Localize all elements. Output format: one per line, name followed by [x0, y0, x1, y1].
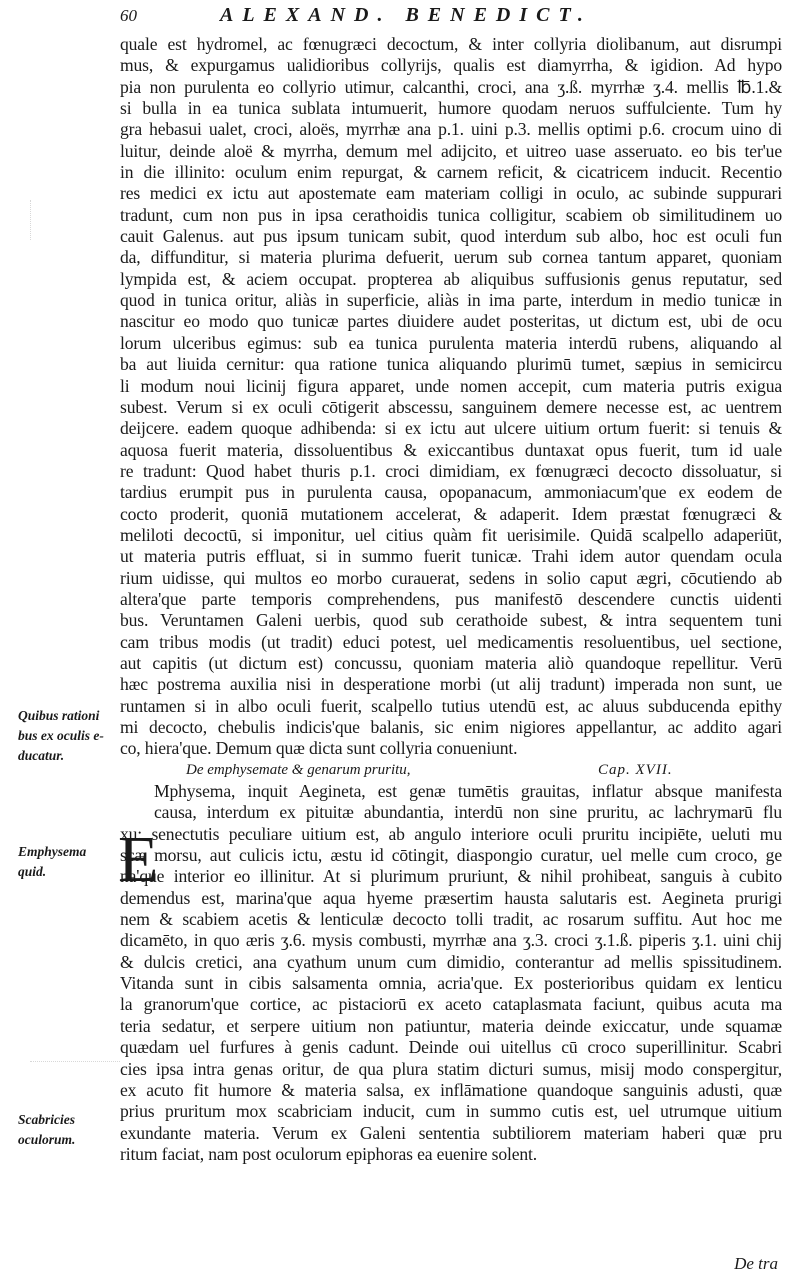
page-number: 60: [120, 6, 137, 25]
chapter-heading: [120, 760, 782, 781]
margin-note-line: bus ex oculis e-: [18, 728, 104, 743]
text-line: cies ipsa intra genas oritur, de qua plura statim dicturi sumus, misij modo conspergitur,: [120, 1058, 782, 1079]
text-line: cocto proderit, quoniā mutationem accelerat, & adaperit. Idem præstat fœnugræci &: [120, 503, 782, 524]
text-line: xu: senectutis peculiare uitium est, ab angulo interiore oculi pruritu incipiēte, ueluti mu: [120, 823, 782, 844]
running-head: [120, 2, 780, 32]
margin-note-line: Emphysema: [18, 844, 87, 859]
text-line: tradunt, cum non pus in ipsa cerathoidis tunica colligitur, scabiem ob similitudinem uo: [120, 204, 782, 225]
margin-note-line: ducatur.: [18, 748, 65, 763]
text-line: subest. Verum si ex oculi cōtigerit abscessu, sanguinem demere necesse est, ac uentrem: [120, 396, 782, 417]
chapter-number: Cap. XVII.: [598, 761, 673, 778]
drop-cap: E: [118, 823, 159, 896]
margin-note-line: Scabricies: [18, 1112, 75, 1127]
text-line: quædam uel furfures à genis cadunt. Deinde oui uitellus cū croco superillinitur. Scabri: [120, 1037, 782, 1058]
text-line: ex acuto fit humore & materia salsa, ex inflāmatione quandoque sanguinis adusti, quæ: [120, 1079, 782, 1100]
text-line: res medici ex ictu aut apostemate eam materiam colligi in oculo, ac subinde suppurari: [120, 183, 782, 204]
margin-note-line: quid.: [18, 864, 47, 879]
text-line: rium uidisse, qui multos eo morbo curauerat, sedens in solio caput ægri, cōcutiendo ab: [120, 567, 782, 588]
text-line: causa, interdum ex pituitæ abundantia, interdū non sine pruritu, ac lachrymarū flu: [154, 802, 782, 823]
running-title: ALEXAND. BENEDICT.: [220, 4, 592, 26]
text-line: cam tribus modis (ut tradit) educi potest, uel medicamentis resoluentibus, uel sectione,: [120, 631, 782, 652]
text-line: meliloti decoctū, si imponitur, uel citius quàm fit uerisimile. Quidā scalpello adaperiūt,: [120, 524, 782, 545]
catchword: De tra: [734, 1254, 778, 1273]
text-line: quod in tunica oritur, aliàs in superficie, aliàs in ima parte, interdum in medio tunicæ in: [120, 290, 782, 311]
margin-note-scabricies: [18, 1110, 118, 1150]
text-line: scæ morsu, aut culicis ictu, æstu id cōtingit, diaspongio curatur, uel melle cum croco, ge: [120, 845, 782, 866]
text-line: mus, & expurgamus ualidioribus collyrijs, qualis est diamyrrha, & igidion. Ad hypo: [120, 55, 782, 76]
text-line: cauit Galenus. aut pus ipsum tunicam subit, quod interdum sub albo, hoc est oculi fun: [120, 226, 782, 247]
margin-note-quibus: [18, 706, 118, 766]
text-line: ut materia putris effluat, si in summo fuerit tunicæ. Trahi idem autor quendam ocula: [120, 546, 782, 567]
text-line: ba aut liuida cernitur: qua ratione tunica aliquando plurimū tumet, sæpius in semicircu: [120, 354, 782, 375]
text-line: exundante materia. Verum ex Galeni sententia subtiliorem materiam haberi quæ pru: [120, 1122, 782, 1143]
text-line: hæc postrema auxilia nisi in desperatione morbi (ut alij tradunt) imperada non sunt, ue: [120, 674, 782, 695]
text-line: Vitanda sunt in cibis salsamenta omnia, acria'que. Ex posterioribus quidam ex lenticu: [120, 973, 782, 994]
chapter-title: De emphysemate & genarum pruritu,: [186, 761, 411, 778]
text-line: & dulcis cretici, ana cyathum unum cum dimidio, conterantur ad mellis spissitudinem.: [120, 951, 782, 972]
text-line: mi decocto, chebulis indicis'que balanis, sic enim nigiores appellantur, ac addito agari: [120, 717, 782, 737]
margin-note-line: Quibus rationi: [18, 708, 100, 723]
main-text-column: [120, 34, 782, 1165]
text-line: in die illinito: oculum enim repurgat, & carnem reficit, & cicatricem inducit. Recentio: [120, 162, 782, 183]
text-line: si bulla in ea tunica sublata intumuerit, humore quodam neruos suffulciente. Tum hy: [120, 98, 782, 119]
text-line: nascitur eo modo quo tunicæ partes diuidere audet posteritas, ut dictum est, ubi de ocu: [120, 311, 782, 332]
text-line: pia non purulenta eo collyrio utimur, calcanthi, croci, ana ʒ.ß. myrrhæ ʒ.4. mellis ℔.1.&: [120, 76, 782, 97]
text-line: aquosa fuerit materia, dissoluentibus & exiccantibus duntaxat opus fuerit, tum id uale: [120, 439, 782, 460]
margin-note-emphysema: [18, 842, 118, 882]
text-line: prius pruritum mox scabriciam inducit, cum in summo cutis est, uel utrumque uitium: [120, 1101, 782, 1122]
text-line: li modum noui licinij figura apparet, unde nomen accepit, cum materia putris exigua: [120, 375, 782, 396]
text-line: quale est hydromel, ac fœnugræci decoctum, & inter collyria diolibanum, aut disrumpi: [120, 34, 782, 54]
text-line: deijcere. eadem quoque adhibenda: si ex ictu aut ulcere uitium ortum fuerit: si tenuis &: [120, 418, 782, 439]
text-line: dicamēto, in quo æris ʒ.6. mysis combusti, myrrhæ ana ʒ.3. croci ʒ.1.ß. piperis ʒ.1. uini chij: [120, 930, 782, 951]
text-line: luitur, deinde aloë & myrrha, demum mel adijcito, et uitreo uase asseruato. eo bis ter'ue: [120, 140, 782, 161]
bleed-through-mark: [30, 200, 121, 240]
text-line: da, diffunditur, si materia plurima defuerit, uerum sub cornea tantum apparet, quoniam: [120, 247, 782, 268]
text-line: gra hebasui ualet, croci, aloës, myrrhæ ana p.1. uini p.3. mellis optimi p.6. crocum uino di: [120, 119, 782, 140]
text-line: demendus est, marina'que aqua hyeme præsertim hausta salutaris est. Aegineta prurigi: [120, 887, 782, 908]
text-line: teria sedatur, et serpere uitium non patiuntur, materia deinde exiccatur, unde squamæ: [120, 1015, 782, 1036]
text-line: altera'que parte temporis comprehendens, pus manifestō descendere cunctis uidenti: [120, 588, 782, 609]
text-line: bus. Veruntamen Galeni uerbis, quod sub cerathoide subest, & intra sequentem tuni: [120, 610, 782, 631]
text-line: lorum ulceribus egimus: sub ea tunica purulenta materia interdū rubens, aliquando al: [120, 332, 782, 353]
text-line: tardius erumpit pus in purulenta causa, opopanacum, ammoniacum'que ex eodem de: [120, 482, 782, 503]
text-line: nem & scabiem acetis & lenticulæ decocto tolli tradit, ac rosarum suffitu. Aut hoc me: [120, 909, 782, 930]
text-line: lympida est, & aciem occupat. propterea ab aliquibus suffusionis genus reputatur, sed: [120, 268, 782, 289]
bleed-through-mark: [30, 1045, 120, 1062]
margin-note-line: oculorum.: [18, 1132, 76, 1147]
text-line: re tradunt: Quod habet thuris p.1. croci dimidiam, ex fœnugræci decocto dissoluatur, si: [120, 460, 782, 481]
text-line: runtamen si in albo oculi fuerit, scalpello tutius utendū est, ac aluus subducenda epithy: [120, 695, 782, 716]
text-line: ritum faciat, nam post oculorum epiphoras ea euenire solent.: [120, 1143, 538, 1164]
text-line: la granorum'que cortice, ac pistaciorū ex aceto cataplasmata faciunt, quibus acuta ma: [120, 994, 782, 1015]
text-line: na'que interior eo illinitur. At si plurimum pruriunt, & nihil prohibeat, sanguis à cubito: [120, 866, 782, 887]
text-line: Mphysema, inquit Aegineta, est genæ tumētis grauitas, inflatur absque manifesta: [154, 781, 782, 802]
text-line: co, hiera'que. Demum quæ dicta sunt collyria conueniunt.: [120, 738, 518, 759]
text-line: aut capitis (ut dictum est) concussu, quoniam materia aliò quandoque repellitur. Verū: [120, 652, 782, 673]
